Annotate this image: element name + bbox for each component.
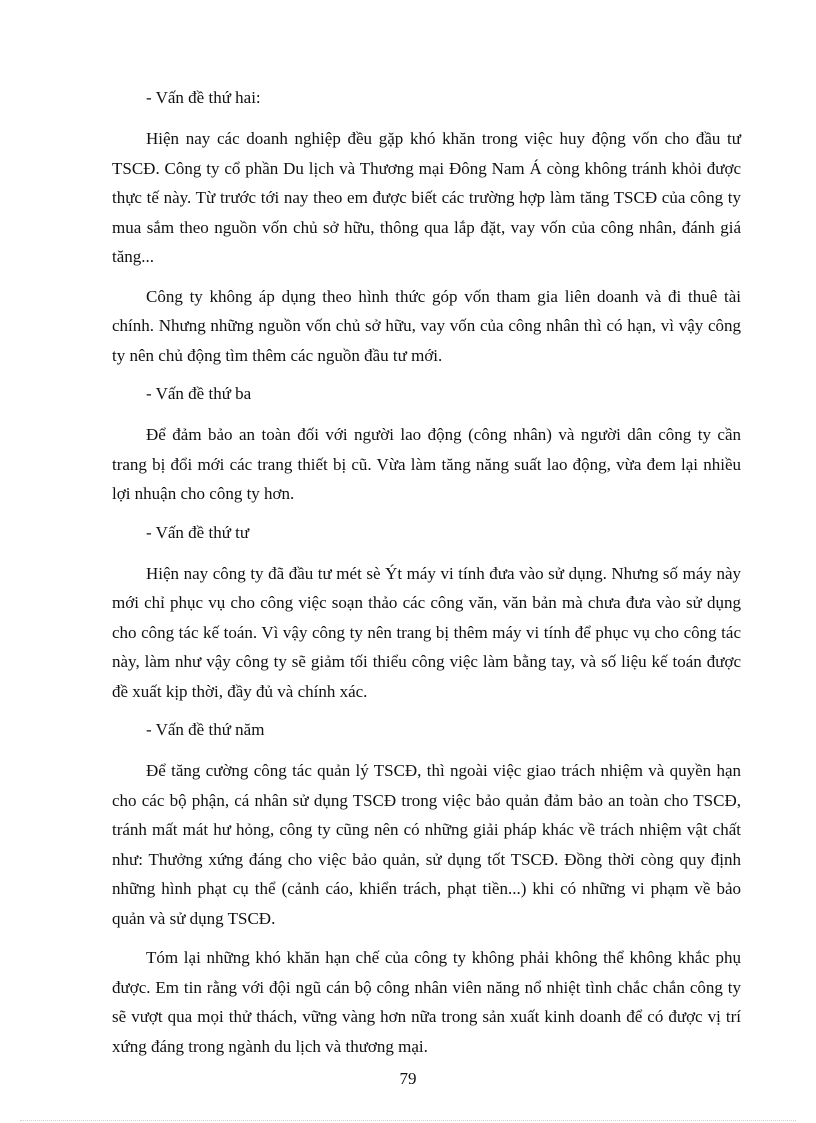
paragraph-worker-safety: Để đảm bảo an toàn đối với người lao động (công nhân) và người dân công ty cần trang bị đổi mới các trang thiết bị cũ. Vừa làm tăng năng suất lao động, vừa đem lại nhiều lợi nhuận cho công ty hơn. — [112, 425, 741, 503]
section-heading-third-issue: - Vấn đề thứ ba — [146, 384, 252, 403]
section-heading-fifth-issue: - Vấn đề thứ năm — [146, 720, 265, 739]
page-number: 79 — [399, 1069, 417, 1088]
footer-dotted-divider — [20, 1120, 796, 1121]
paragraph-computers: Hiện nay công ty đã đầu tư mét sè Ýt máy vi tính đưa vào sử dụng. Nhưng số máy này mới chỉ phục vụ cho công việc soạn thảo các công văn, văn bản mà chưa đưa vào sử dụng cho công tác kế toán. Vì vậy công ty nên trang bị thêm máy vi tính để phục vụ cho công tác này, làm như vậy công ty sẽ giảm tối thiểu công việc làm bằng tay, và số liệu kế toán được đề xuất kịp thời, đầy đủ và chính xác. — [112, 563, 741, 701]
section-heading-fourth-issue: - Vấn đề thứ tư — [146, 522, 250, 542]
document-body — [112, 84, 741, 1071]
paragraph-asset-management: Để tăng cường công tác quản lý TSCĐ, thì ngoài việc giao trách nhiệm và quyền hạn cho các bộ phận, cá nhân sử dụng TSCĐ trong việc bảo quản đảm bảo an toàn cho TSCĐ, tránh mất mát hư hỏng, công ty cũng nên có những giải pháp khác về trách nhiệm vật chất như: Thưởng xứng đáng cho việc bảo quản, sử dụng tốt TSCĐ. Đồng thời còng quy định những hình phạt cụ thể (cảnh cáo, khiển trách, phạt tiền...) khi có những vi phạm về bảo quản và sử dụng TSCĐ. — [112, 761, 741, 928]
paragraph-conclusion: Tóm lại những khó khăn hạn chế của công ty không phải không thể không khắc phụ được. Em tin rằng với đội ngũ cán bộ công nhân viên năng nổ nhiệt tình chắc chắn công ty sẽ vượt qua mọi thử thách, vững vàng hơn nữa trong sản xuất kinh doanh để có được vị trí xứng đáng trong ngành du lịch và thương mại. — [112, 948, 741, 1056]
section-heading-second-issue: - Vấn đề thứ hai: — [146, 88, 261, 107]
paragraph-joint-venture: Công ty không áp dụng theo hình thức góp vốn tham gia liên doanh và đi thuê tài chính. Nhưng những nguồn vốn chủ sở hữu, vay vốn của công nhân thì có hạn, vì vậy công ty nên chủ động tìm thêm các nguồn đầu tư mới. — [112, 286, 741, 365]
paragraph-capital-mobilization: Hiện nay các doanh nghiệp đều gặp khó khăn trong việc huy động vốn cho đầu tư TSCĐ. Công ty cổ phần Du lịch và Thương mại Đông Nam Á còng không tránh khỏi được thực tế này. Từ trước tới nay theo em được biết các trường hợp làm tăng TSCĐ của công ty mua sắm theo nguồn vốn chủ sở hữu, thông qua lắp đặt, vay vốn của công nhân, đánh giá tăng... — [112, 129, 741, 266]
